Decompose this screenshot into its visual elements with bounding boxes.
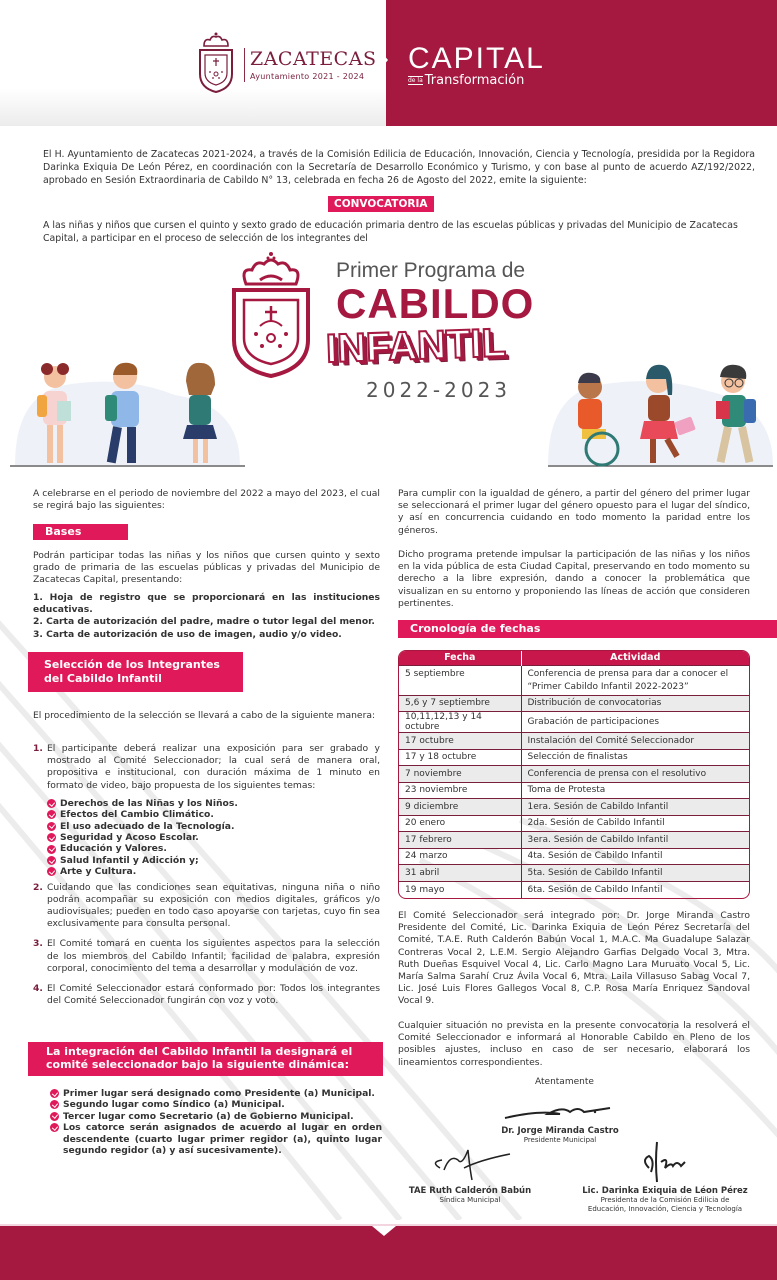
children-playing-icon (548, 355, 773, 470)
table-row (399, 782, 749, 799)
topic-label: Salud Infantil y Adicción y; (60, 854, 199, 866)
actividad-cell: 4ta. Sesión de Cabildo Infantil (521, 848, 749, 865)
signatory-role: Síndica Municipal (439, 1196, 501, 1204)
table-row (399, 865, 749, 882)
kids-illustration-right (548, 355, 773, 470)
check-circle-icon (47, 833, 56, 842)
integration-heading: La integración del Cabildo Infantil la designará el comité seleccionador bajo la siguiente dinámica: (28, 1042, 383, 1076)
check-circle-icon (47, 867, 56, 876)
program-title-infantil: INFANTIL (325, 320, 507, 372)
regards-text: Atentamente (535, 1077, 594, 1087)
selection-step (33, 882, 380, 931)
signatory-role: Presidente Municipal (523, 1136, 597, 1144)
kids-illustration-left (5, 355, 245, 470)
actividad-cell: Selección de finalistas (521, 749, 749, 766)
actividad-cell: 1era. Sesión de Cabildo Infantil (521, 799, 749, 816)
check-circle-icon (50, 1100, 59, 1109)
table-row (399, 733, 749, 750)
selection-step (33, 938, 380, 975)
topic-label: Educación y Valores. (60, 843, 167, 855)
header-banner (0, 0, 777, 126)
table-row (399, 815, 749, 832)
closing-paragraph: Cualquier situación no prevista en la presente convocatoria la resolverá el Comité Seleccionador e informará al Honorable Cabildo en Pleno de los posibles ajustes, incluso en caso de ser necesario, elaborará los lineamientos correspondientes. (398, 1020, 750, 1068)
integration-label: Tercer lugar como Secretario (a) de Gobierno Municipal. (63, 1110, 354, 1122)
step-number: 4. (33, 983, 43, 995)
bases-requirement-item: 2. Carta de autorización del padre, madre o tutor legal del menor. (33, 616, 375, 628)
fecha-cell: 9 diciembre (399, 799, 521, 816)
intro-invitation-paragraph: A las niñas y niños que cursen el quinto y sexto grado de educación primaria dentro de las escuelas públicas y privadas del Municipio de Zacatecas Capital, a participar en el proceso de selección de los integrantes del (43, 220, 738, 245)
program-pretitle: Primer Programa de (336, 259, 526, 282)
check-circle-icon (50, 1112, 59, 1121)
fecha-cell: 10,11,12,13 y 14 octubre (399, 712, 521, 733)
step-text: El Comité Seleccionador estará conformado por: Todos los integrantes del Comité Seleccionador fungirán con voz y voto. (47, 983, 380, 1007)
topic-item (47, 821, 380, 832)
table-row (399, 712, 749, 733)
step-number: 3. (33, 938, 43, 950)
column-header-actividad: Actividad (521, 651, 749, 665)
step-text: Cuidando que las condiciones sean equitativas, ninguna niña o niño podrán acompañar su exposición con medios digitales, gráficos y/o audiovisuales; pueden en todo caso apoyarse con tarjetas, cuyo fin sea exclusivamente para consulta personal. (47, 881, 380, 930)
municipality-name: ZACATECAS (250, 48, 377, 70)
gender-equality-paragraph: Para cumplir con la igualdad de género, a partir del género del primer lugar se seleccionará el primer lugar del género opuesto para el lugar del síndico, y así en concurrencia cuidando en todo momento la paridad entre los géneros. (398, 488, 750, 536)
signature-scribble-icon (500, 1100, 620, 1126)
integration-item (50, 1088, 382, 1099)
fecha-cell: 19 mayo (399, 881, 521, 898)
bases-requirement-item: 1. Hoja de registro que se proporcionará en las instituciones educativas. (33, 592, 380, 616)
timeline-heading: Cronología de fechas (398, 620, 777, 638)
table-row (399, 766, 749, 783)
municipality-subtitle: Ayuntamiento 2021 - 2024 (250, 72, 365, 81)
signatory-name: TAE Ruth Calderón Babún (408, 1186, 532, 1196)
topic-label: Arte y Cultura. (60, 866, 137, 878)
integration-label: Segundo lugar como Síndico (a) Municipal. (63, 1099, 285, 1111)
table-header-row (399, 651, 749, 665)
check-circle-icon (47, 845, 56, 854)
check-circle-icon (50, 1089, 59, 1098)
table-row (399, 749, 749, 766)
topic-label: Derechos de las Niñas y los Niños. (60, 797, 238, 809)
logo-separator (244, 48, 245, 82)
intro-paragraph: El H. Ayuntamiento de Zacatecas 2021-2024, a través de la Comisión Edilicia de Educación, Innovación, Ciencia y Tecnología, presidida por la Regidora Darinka Exiquia De León Pérez, en coordinación con la Secretaría de Desarrollo Económico y Turismo, y con base al punto de acuerdo AZ/192/2022, aprobado en Sesión Extraordinaria de Cabildo N° 13, celebrada en fecha 26 de Agosto del 2022, emite la siguiente: (43, 149, 755, 187)
signatory-name: Dr. Jorge Miranda Castro (501, 1126, 619, 1136)
fecha-cell: 23 noviembre (399, 782, 521, 799)
integration-item (50, 1122, 382, 1156)
header-arrow-decoration (378, 48, 388, 72)
integration-item (50, 1099, 382, 1110)
selection-intro-paragraph: El procedimiento de la selección se llevará a cabo de la siguiente manera: (33, 710, 376, 721)
bases-requirements-list (33, 592, 380, 641)
column-header-fecha: Fecha (399, 651, 521, 665)
zacatecas-crest-icon (196, 30, 236, 96)
signature-scribble-icon (410, 1140, 530, 1186)
bases-requirement-item: 3. Carta de autorización de uso de imagen, audio y/o video. (33, 628, 342, 640)
fecha-cell: 7 noviembre (399, 766, 521, 783)
signatory-role: Presidenta de la Comisión Edilicia de (600, 1196, 730, 1204)
slogan-prefix: de la (408, 77, 423, 84)
table-row (399, 832, 749, 849)
slogan-title: CAPITAL (408, 42, 545, 75)
integration-item (50, 1111, 382, 1122)
topic-item (47, 855, 380, 866)
fecha-cell: 5 septiembre (399, 665, 521, 695)
convocatoria-badge: CONVOCATORIA (328, 196, 434, 212)
signature-block-regidora (570, 1138, 760, 1214)
timeline-table (398, 650, 750, 899)
table-row (399, 881, 749, 898)
table-row (399, 665, 749, 695)
table-row (399, 799, 749, 816)
table-row (399, 848, 749, 865)
selection-heading-line2: del Cabildo Infantil (44, 672, 162, 685)
actividad-cell: Toma de Protesta (521, 782, 749, 799)
integration-label: Primer lugar será designado como Presidente (a) Municipal. (63, 1088, 375, 1099)
signatory-name: Lic. Darinka Exiquia de Léon Pérez (582, 1186, 748, 1196)
children-walking-icon (5, 355, 245, 470)
actividad-cell: 5ta. Sesión de Cabildo Infantil (521, 865, 749, 882)
fecha-cell: 31 abril (399, 865, 521, 882)
slogan-sub-text: Transformación (424, 73, 525, 88)
table-row (399, 695, 749, 712)
program-title-cabildo: CABILDO (336, 280, 535, 327)
actividad-cell: Instalación del Comité Seleccionador (521, 733, 749, 750)
actividad-cell: 2da. Sesión de Cabildo Infantil (521, 815, 749, 832)
topics-list (47, 798, 380, 878)
selection-step (33, 743, 380, 878)
program-years: 2022-2023 (366, 378, 512, 402)
selection-steps-list (33, 743, 380, 1015)
bases-heading: Bases (33, 524, 128, 540)
topic-item (47, 798, 380, 809)
signatory-role-line2: Educación, Innovación, Ciencia y Tecnología (587, 1205, 743, 1213)
selection-step (33, 983, 380, 1007)
footer-notch-decoration (372, 1226, 396, 1236)
fecha-cell: 17 y 18 octubre (399, 749, 521, 766)
topic-item (47, 832, 380, 843)
slogan-subtitle (408, 73, 524, 88)
fecha-cell: 5,6 y 7 septiembre (399, 695, 521, 712)
signature-scribble-icon (605, 1138, 725, 1186)
fecha-cell: 20 enero (399, 815, 521, 832)
topic-label: Efectos del Cambio Climático. (60, 809, 214, 821)
topic-label: Seguridad y Acoso Escolar. (60, 832, 199, 844)
actividad-cell: Grabación de participaciones (521, 712, 749, 733)
check-circle-icon (50, 1123, 59, 1132)
topic-item (47, 866, 380, 877)
actividad-cell: Distribución de convocatorias (521, 695, 749, 712)
selection-heading-line1: Selección de los Integrantes (44, 658, 220, 671)
fecha-cell: 17 octubre (399, 733, 521, 750)
integration-list (50, 1088, 382, 1156)
topic-label: El uso adecuado de la Tecnología. (60, 820, 235, 832)
actividad-cell: Conferencia de prensa para dar a conocer el “Primer Cabildo Infantil 2022-2023” (521, 665, 749, 695)
actividad-cell: 3era. Sesión de Cabildo Infantil (521, 832, 749, 849)
actividad-cell: Conferencia de prensa con el resolutivo (521, 766, 749, 783)
fecha-cell: 24 marzo (399, 848, 521, 865)
program-purpose-paragraph: Dicho programa pretende impulsar la participación de las niñas y los niños en la vida pública de esta Ciudad Capital, preservando en todo momento su derecho a la libre expresión, dando a conocer la problemática que visualizan en su entorno y proponiendo las líneas de acción que consideren pertinentes. (398, 549, 750, 609)
selection-heading (28, 652, 243, 692)
check-circle-icon (47, 856, 56, 865)
fecha-cell: 17 febrero (399, 832, 521, 849)
actividad-cell: 6ta. Sesión de Cabildo Infantil (521, 881, 749, 898)
step-text: El participante deberá realizar una exposición para ser grabado y mostrado al Comité Seleccionador; la cual será de manera oral, propositiva e institucional, con duración máxima de 1 minuto en formato de video, bajo propuesta de los siguientes temas: (47, 743, 380, 791)
topic-item (47, 843, 380, 854)
signature-block-sindica (400, 1140, 540, 1205)
integration-label: Los catorce serán asignados de acuerdo al lugar en orden descendente (cuarto lugar primer regidor (a), quinto lugar segundo regidor (a) y así sucesivamente). (63, 1122, 382, 1157)
step-number: 2. (33, 881, 43, 893)
step-number: 1. (33, 743, 43, 754)
topic-item (47, 809, 380, 820)
opening-paragraph: A celebrarse en el periodo de noviembre del 2022 a mayo del 2023, el cual se regirá bajo las siguientes: (33, 488, 380, 512)
check-circle-icon (47, 822, 56, 831)
check-circle-icon (47, 799, 56, 808)
bases-intro-paragraph: Podrán participar todas las niñas y los niños que cursen quinto y sexto grado de primaria de las escuelas públicas y privadas del Municipio de Zacatecas Capital, presentando: (33, 550, 380, 586)
committee-paragraph: El Comité Seleccionador será integrado por: Dr. Jorge Miranda Castro Presidente del Comité, Lic. Darinka Exiquia de León Pérez Secretaría del Comité, T.A.E. Ruth Calderón Babún Vocal 1, M.A.C. Ma Guadalupe Salazar Contreras Vocal 2, L.E.M. Sergio Alejandro Garfias Delgado Vocal 3, Mtra. Ruth Dueñas Esquivel Vocal 4, Lic. Carlo Magno Lara Muruato Vocal 5, Lic. María Salma Sarahí Cruz Ávila Vocal 6, Mtra. Laila Villasuso Sabag Vocal 7, Lic. José Luis Flores Gallegos Vocal 8, C.P. Rosa María Enriquez Sandoval Vocal 9. (398, 910, 750, 1007)
check-circle-icon (47, 810, 56, 819)
step-text: El Comité tomará en cuenta los siguientes aspectos para la selección de los miembros del Cabildo Infantil; facilidad de palabra, expresión corporal, conocimiento del tema a desarrollar y modulación de voz. (47, 938, 380, 974)
